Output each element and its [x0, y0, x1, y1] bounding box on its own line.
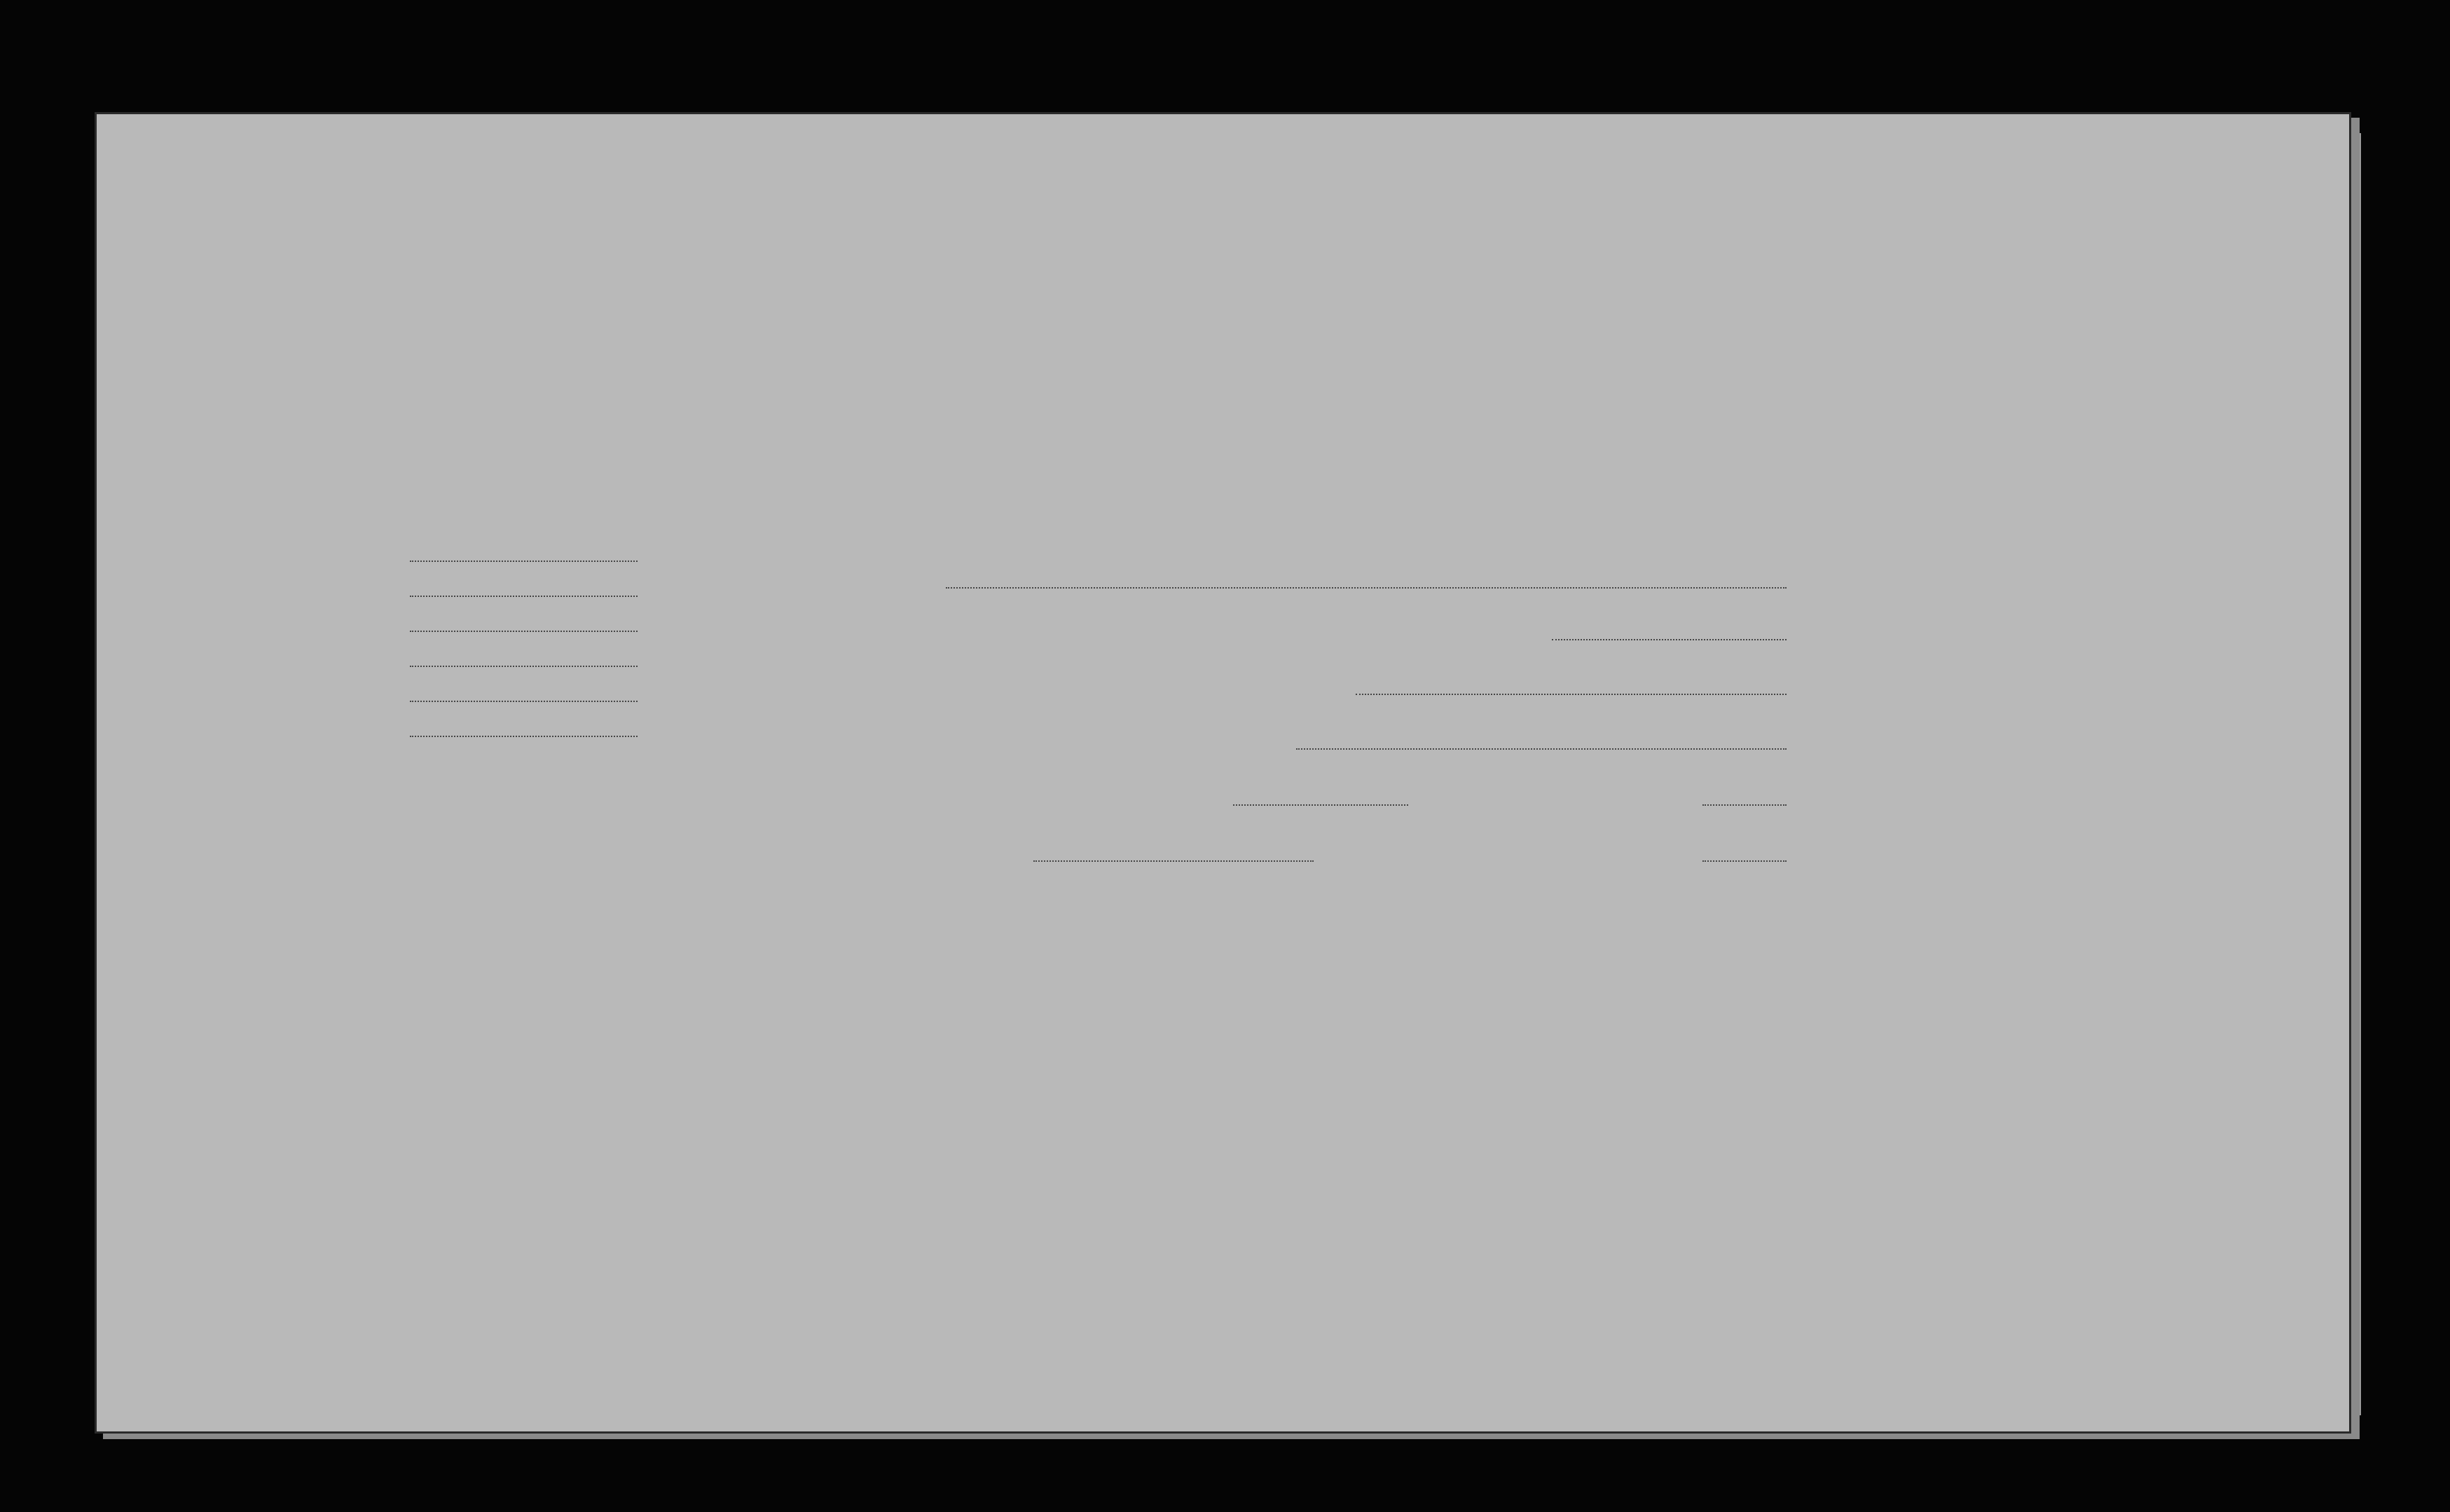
census-card	[95, 112, 2351, 1434]
